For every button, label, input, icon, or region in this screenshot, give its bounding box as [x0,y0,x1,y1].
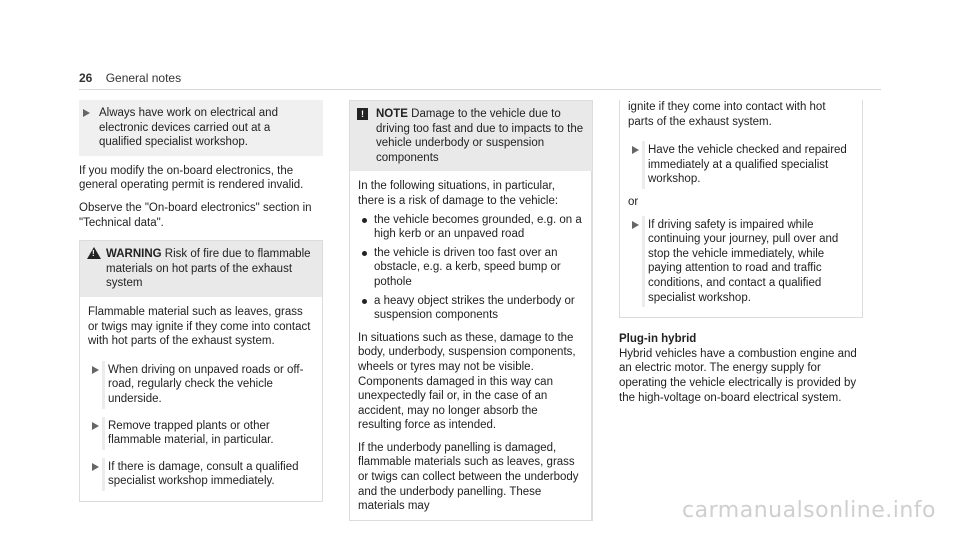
exclamation-icon: ! [92,249,95,259]
warning-label: WARNING [106,248,162,261]
instruction-step [88,357,314,413]
instruction-step [628,212,854,312]
note-text: Damage to the vehicle due to driving too fast and due to impacts to the vehicle underbody or suspension components [376,108,584,164]
or-text: or [628,195,639,208]
watermark: carmanualsonline.info [682,498,936,524]
paragraph: Hybrid vehicles have a combustion engine and an electric motor. The energy supply for operating the vehicle electrically is provided by the high-voltage on-board electrical system. [619,347,857,404]
paragraph: In the following situations, in particular, there is a risk of damage to the vehicle: [358,180,559,207]
instruction-step [628,137,854,193]
instruction-box [79,100,323,156]
paragraph: In situations such as these, damage to the body, underbody, suspension components, wheels or tyres may not be visible. Components damaged in this way can unexpectedly fail or, in the case of an accident, may no longer absorb the resulting force as intended. [358,331,576,432]
warning-text: Risk of fire due to flammable materials on hot parts of the exhaust system [106,248,311,290]
page-header [79,71,181,86]
instruction-step [88,413,314,454]
arrow-icon [632,221,639,229]
paragraph: ignite if they come into contact with hot parts of the exhaust system. [628,101,826,128]
paragraph: Observe the "On-board electronics" section in "Technical data". [79,201,312,229]
warning-box [79,240,323,502]
step-text: Have the vehicle checked and repaired immediately at a qualified specialist workshop. [648,144,847,186]
column-3 [619,100,863,413]
warning-body [80,297,322,501]
step-text: Remove trapped plants or other flammable material, in particular. [108,419,274,447]
step-text: If driving safety is impaired while continuing your journey, pull over and stop the vehicle immediately, while paying attention to road and traffic conditions, and contact a qualified specialist workshop. [648,218,839,304]
list-item: the vehicle is driven too fast over an obstacle, e.g. a kerb, speed bump or pothole [358,246,583,290]
section-heading: Plug-in hybrid [619,333,697,346]
arrow-icon [83,109,90,117]
list-item: a heavy object strikes the underbody or suspension components [358,294,583,323]
arrow-icon [632,146,639,154]
step-text: If there is damage, consult a qualified specialist workshop immediately. [108,460,299,488]
arrow-icon [92,366,99,374]
column-2 [349,100,593,521]
page-number: 26 [79,71,93,85]
paragraph: If you modify the on-board electronics, the general operating permit is rendered invalid. [79,164,304,192]
step-text: When driving on unpaved roads or off-road, regularly check the vehicle underside. [108,363,304,405]
instruction-step [88,454,314,495]
arrow-icon [92,422,99,430]
list-item: the vehicle becomes grounded, e.g. on a high kerb or an unpaved road [358,213,583,242]
note-body [350,171,592,519]
header-rule [79,89,881,90]
note-header [350,101,592,171]
bullet-list [358,213,583,323]
paragraph: If the underbody panelling is damaged, flammable materials such as leaves, grass or twigs can collect between the underbody and the underbody panelling. These materials may [358,441,579,513]
column-1 [79,100,323,502]
warning-header [80,241,322,297]
paragraph: Flammable material such as leaves, grass or twigs may ignite if they come into contact with hot parts of the exhaust system. [88,305,311,348]
note-continuation [619,100,863,318]
section-title: General notes [105,71,182,85]
instruction-step: Always have work on electrical and electronic devices carried out at a qualified specialist workshop. [99,107,278,149]
note-label: NOTE [376,108,408,120]
notice-icon: ! [357,108,368,120]
note-box [349,100,593,521]
arrow-icon [92,463,99,471]
